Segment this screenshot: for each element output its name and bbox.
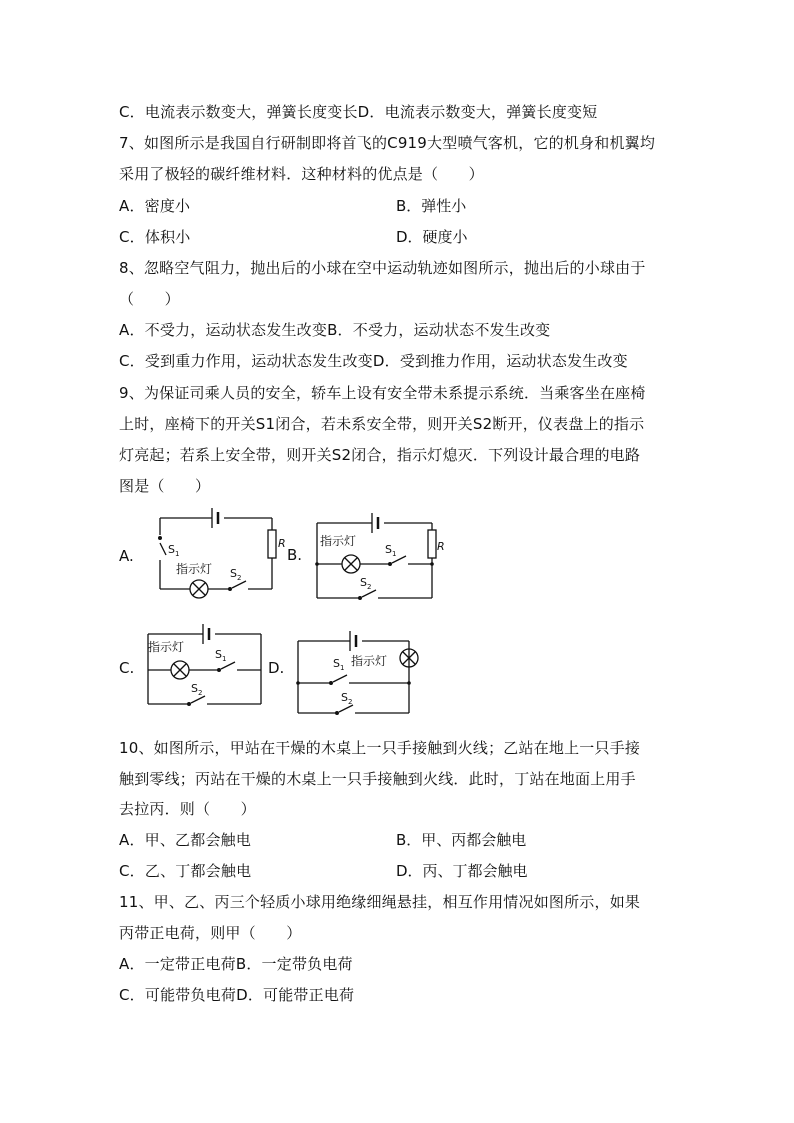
q8-options-ab: A．不受力，运动状态发生改变B．不受力，运动状态不发生改变 xyxy=(119,321,551,339)
q7-option-a: A．密度小 xyxy=(119,197,191,215)
q6-options-cd: C．电流表示数变大，弹簧长度变长D．电流表示数变大，弹簧长度变短 xyxy=(119,103,598,121)
q10-stem-line2: 触到零线；丙站在干燥的木桌上一只手接触到火线．此时，丁站在地面上用手 xyxy=(119,770,636,788)
svg-text:S2: $S_2$ xyxy=(360,576,372,591)
resistor xyxy=(268,530,276,558)
q9-stem-line4: 图是（ ） xyxy=(119,477,211,495)
svg-text:指示灯: 指示灯 xyxy=(148,640,185,654)
switch-s1-blade xyxy=(160,543,166,555)
circuit-diagram-c xyxy=(143,620,268,712)
q9-label-a: A. xyxy=(119,547,134,565)
q7-stem-line2: 采用了极轻的碳纤维材料．这种材料的优点是（ ） xyxy=(119,165,484,183)
q8-options-cd: C．受到重力作用，运动状态发生改变D．受到推力作用，运动状态发生改变 xyxy=(119,352,628,370)
q11-options-ab: A．一定带正电荷B．一定带负电荷 xyxy=(119,955,353,973)
circuit-diagram-a xyxy=(150,505,286,600)
q10-option-a: A．甲、乙都会触电 xyxy=(119,831,252,849)
q7-option-c: C．体积小 xyxy=(119,228,191,246)
q10-option-b: B．甲、丙都会触电 xyxy=(396,831,527,849)
lamp-label: 指示灯 xyxy=(176,562,213,576)
q11-stem-line2: 丙带正电荷，则甲（ ） xyxy=(119,924,302,942)
q9-label-b: B. xyxy=(287,546,303,564)
svg-text:S2: $S_2$ xyxy=(341,691,353,706)
q8-stem-line2: （ ） xyxy=(119,290,180,308)
svg-text:S1: $S_1$ xyxy=(215,648,227,663)
svg-text:S1: $S_1$ xyxy=(333,657,345,672)
q7-option-b: B．弹性小 xyxy=(396,197,467,215)
q10-stem-line1: 10、如图所示，甲站在干燥的木桌上一只手接触到火线；乙站在地上一只手接 xyxy=(119,739,641,757)
svg-text:S1: $S_1$ xyxy=(385,543,397,558)
q9-label-d: D. xyxy=(268,659,285,677)
svg-text:R: R xyxy=(437,540,445,553)
q8-stem-line1: 8、忽略空气阻力，抛出后的小球在空中运动轨迹如图所示，抛出后的小球由于 xyxy=(119,259,646,277)
svg-text:指示灯: 指示灯 xyxy=(320,534,357,548)
q11-options-cd: C．可能带负电荷D．可能带正电荷 xyxy=(119,986,355,1004)
svg-text:S2: $S_2$ xyxy=(230,567,242,582)
q9-stem-line2: 上时，座椅下的开关S1闭合，若未系安全带，则开关S2断开，仪表盘上的指示 xyxy=(119,415,645,433)
q11-stem-line1: 11、甲、乙、丙三个轻质小球用绝缘细绳悬挂，相互作用情况如图所示，如果 xyxy=(119,893,641,911)
svg-text:R: R xyxy=(278,537,286,550)
svg-text:S1: $S_1$ xyxy=(168,543,180,558)
switch-s2-blade xyxy=(232,581,246,588)
q10-option-c: C．乙、丁都会触电 xyxy=(119,862,252,880)
q9-label-c: C. xyxy=(119,659,135,677)
circuit-diagram-b xyxy=(312,510,452,605)
q7-option-d: D．硬度小 xyxy=(396,228,468,246)
svg-text:指示灯: 指示灯 xyxy=(351,654,388,668)
circuit-diagram-d xyxy=(293,625,433,717)
q7-stem-line1: 7、如图所示是我国自行研制即将首飞的C919大型喷气客机，它的机身和机翼均 xyxy=(119,134,656,152)
q9-stem-line3: 灯亮起；若系上安全带，则开关S2闭合，指示灯熄灭．下列设计最合理的电路 xyxy=(119,446,641,464)
q10-option-d: D．丙、丁都会触电 xyxy=(396,862,528,880)
svg-text:S2: $S_2$ xyxy=(191,682,203,697)
q10-stem-line3: 去拉丙．则（ ） xyxy=(119,800,256,818)
q9-stem-line1: 9、为保证司乘人员的安全，轿车上设有安全带未系提示系统．当乘客坐在座椅 xyxy=(119,384,646,402)
